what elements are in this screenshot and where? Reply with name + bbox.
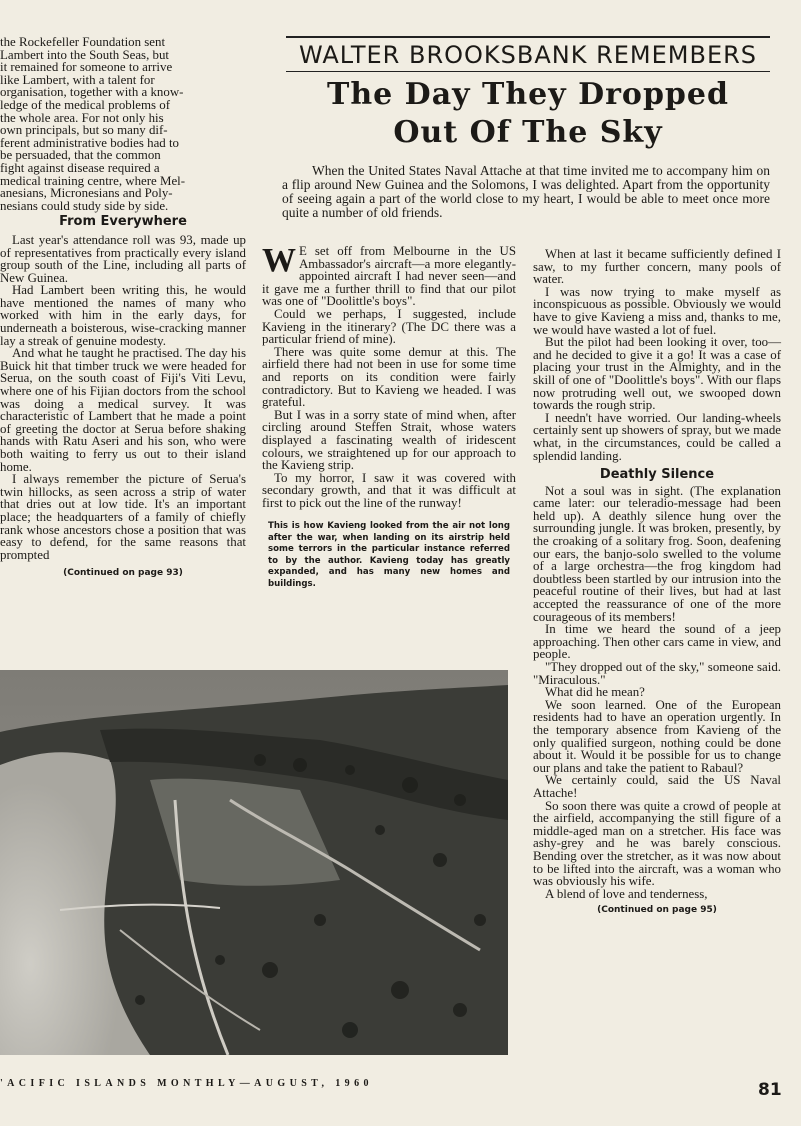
paragraph: I needn't have worried. Our landing-wheels certainly sent up showers of spray, but we made what, in the circumstances, could be called a splendid landing. <box>533 410 781 463</box>
paragraph: There was quite some demur at this. The airfield there had not been in use for some time and reports on its condition were fairly contradictory. But to Kavieng we headed. I was grateful. <box>262 344 516 410</box>
photo-caption: This is how Kavieng looked from the air not long after the war, when landing on its airstrip held some terrors in the particular instance referred to by the author. Kavieng today has greatly expanded, and has many new homes and buildings. <box>268 521 510 589</box>
intro-line: it remained for someone to arrive <box>0 60 173 75</box>
drop-cap: W <box>262 242 296 279</box>
paragraph: We soon learned. One of the European residents had to have an operation urgently. In the temporary absence from Kavieng of the only qualified surgeon, nothing could be done about it. Would it be possible for us to change our plans and take the patient to Rabaul? <box>533 697 781 775</box>
continued-note-right: (Continued on page 95) <box>597 905 717 916</box>
first-paragraph <box>262 242 516 309</box>
left-paragraphs <box>0 234 246 561</box>
paragraph: But I was in a sorry state of mind when, after circling around Steffen Strait, whose waters displayed a fascinating wealth of iridescent colours, we straightened up for our approach to the Kavieng strip. <box>262 407 516 473</box>
intro-line: medical training centre, where Mel- <box>0 173 186 188</box>
intro-line: Lambert into the South Seas, but <box>0 47 169 62</box>
intro-line: nesians could study side by side. <box>0 198 169 213</box>
paragraph: I always remember the picture of Serua's twin hillocks, as seen across a strip of water that dries out at low tide. It's an important place; the headquarters of a family of chiefly rank whose ancestors chose a position that was easy to defend, for the same reasons that prompted <box>0 472 246 562</box>
paragraph: We certainly could, said the US Naval Attache! <box>533 773 781 800</box>
article-intro <box>282 164 770 220</box>
left-column <box>0 36 246 580</box>
paragraph: Last year's attendance roll was 93, made up of representatives from practically every island group south of the Line, including all parts of New Guinea. <box>0 232 246 285</box>
page-number: 81 <box>758 1080 782 1100</box>
article-title-line-1: The Day They Dropped <box>327 77 729 112</box>
intro-line: be persuaded, that the common <box>0 148 161 163</box>
right-paragraphs-b <box>533 485 781 901</box>
paragraph: So soon there was quite a crowd of people at the airfield, accompanying the still figure of a middle-aged man on a stretcher. His face was ashy-grey and he was barely conscious. Bending over the stretcher, as it was now about to be lifted into the aircraft, was a woman who was obviously his wife. <box>533 798 781 889</box>
intro-line: organisation, together with a know- <box>0 85 184 100</box>
paragraph: And what he taught he practised. The day his Buick hit that timber truck we were headed for Serua, on the south coast of Fiji's Viti Levu, where one of his Fijian doctors from the school was doing a medical survey. It was characteristic of Lambert that he made a point of greeting the doctor at Serua before shaking hands with Ratu Aseri and his son, who were both waiting to ferry us out to their island home. <box>0 346 246 474</box>
paragraph: A blend of love and tenderness, <box>545 886 708 901</box>
paragraph: In time we heard the sound of a jeep approaching. Then other cars came in view, and people. <box>533 622 781 662</box>
paragraph: I was now trying to make myself as inconspicuous as possible. Obviously we would have to give Kavieng a miss and, thanks to me, we would have wasted a lot of fuel. <box>533 284 781 337</box>
middle-column <box>262 242 516 590</box>
subheading-deathly-silence: Deathly Silence <box>599 467 715 483</box>
paragraph: When at last it became sufficiently defined I saw, to my further concern, many pools of water. <box>533 247 781 287</box>
middle-paragraphs <box>262 308 516 510</box>
paragraph: Could we perhaps, I suggested, include Kavieng in the itinerary? (The DC there was a particular friend of mine). <box>262 306 516 347</box>
continued-note-left: (Continued on page 93) <box>63 568 183 579</box>
aerial-photo-kavieng <box>0 670 508 1055</box>
article-header <box>286 36 770 152</box>
intro-line: ferent administrative bodies had to <box>0 135 179 150</box>
paragraph: "They dropped out of the sky," someone said. "Miraculous." <box>533 660 781 687</box>
article-title-line-2: Out Of The Sky <box>393 115 663 150</box>
intro-paragraph: When the United States Naval Attache at that time invited me to accompany him on a flip around New Guinea and the Solomons, I was delighted. Apart from the opportunity of seeing again a part of the world close to my heart, I would be able to meet once more quite a number of old friends. <box>282 163 770 220</box>
left-intro-lines <box>0 36 246 212</box>
intro-line: fight against disease required a <box>0 160 160 175</box>
author-banner: WALTER BROOKSBANK REMEMBERS <box>286 36 770 72</box>
intro-line: like Lambert, with a talent for <box>0 72 155 87</box>
right-paragraphs-a <box>533 248 781 462</box>
right-column <box>533 248 781 917</box>
intro-line: own principals, but so many dif- <box>0 123 168 138</box>
first-paragraph-text: E set off from Melbourne in the US Ambassador's aircraft—a more elegantly-appointed aircraft I had never seen—and it gave me a further thrill to find that our pilot was one of "Doolittle's boys". <box>262 244 516 309</box>
intro-line: the Rockefeller Foundation sent <box>0 35 166 49</box>
paragraph: What did he mean? <box>545 685 645 700</box>
paragraph: To my horror, I saw it was covered with secondary growth, and that it was difficult at first to pick out the line of the runway! <box>262 470 516 510</box>
paragraph: But the pilot had been looking it over, too—and he decided to give it a go! It was a case of placing your trust in the Almighty, and in the skill of one of "Doolittle's boys". With our flaps now protruding well out, we swooped down towards the rough strip. <box>533 335 781 413</box>
intro-line: ledge of the medical problems of <box>0 97 171 112</box>
intro-line: the whole area. For not only his <box>0 110 164 125</box>
magazine-footer: 'ACIFIC ISLANDS MONTHLY—AUGUST, 1960 <box>0 1078 373 1089</box>
paragraph: Not a soul was in sight. (The explanation came later: our teleradio-message had been held up). A deathly silence hung over the surrounding jungle. It was broken, presently, by the croaking of a solitary frog. Soon, deafening our ears, the banjo-solo swelled to the volume of a large orchestra—the frog kingdom had doubtless been startled by our intrusion into the peaceful routine of their lives, but had at last accepted the reassurance of one of the more courageous of its members! <box>533 483 781 624</box>
aerial-photo-graphic <box>0 670 508 1055</box>
subheading-from-everywhere: From Everywhere <box>59 214 187 230</box>
intro-line: anesians, Micronesians and Poly- <box>0 186 173 201</box>
paragraph: Had Lambert been writing this, he would have mentioned the names of many who worked with him in the early days, for underneath a boisterous, wise-cracking manner lay a streak of genuine modesty. <box>0 283 246 348</box>
